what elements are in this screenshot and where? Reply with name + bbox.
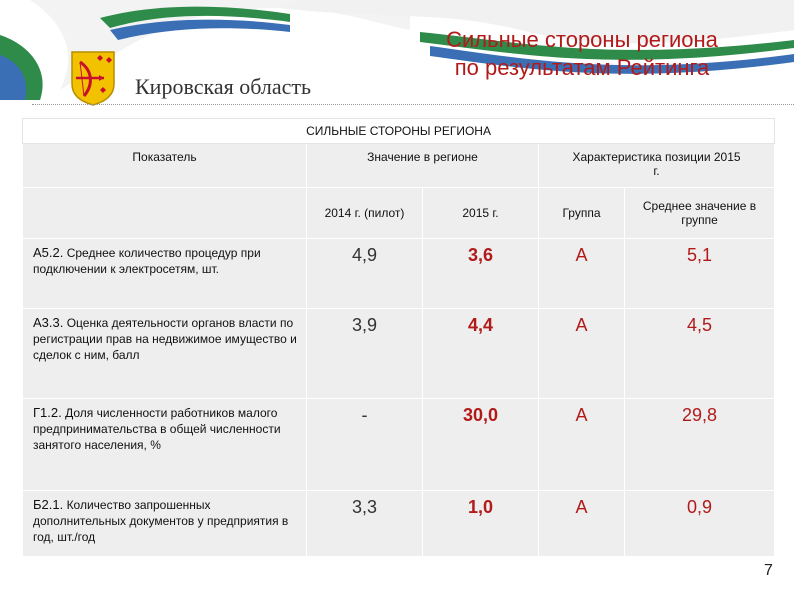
- header-indicator: Показатель: [23, 144, 307, 188]
- indicator-cell: [23, 491, 307, 557]
- value-2014: -: [307, 399, 423, 491]
- table-caption: СИЛЬНЫЕ СТОРОНЫ РЕГИОНА: [23, 119, 775, 144]
- header-group-average: [625, 188, 775, 239]
- group-average-value: 29,8: [625, 399, 775, 491]
- header-group: Группа: [539, 188, 625, 239]
- page-number: 7: [764, 562, 773, 579]
- table-row: [23, 399, 775, 491]
- header-2014: 2014 г. (пилот): [307, 188, 423, 239]
- region-name: Кировская область: [135, 74, 312, 99]
- group-average-value: 0,9: [625, 491, 775, 557]
- indicator-cell: [23, 239, 307, 309]
- header-avg-text: Среднее значение в группе: [642, 199, 757, 227]
- coat-of-arms-icon: [70, 50, 116, 106]
- value-2015: 30,0: [423, 399, 539, 491]
- value-2014: 3,9: [307, 309, 423, 399]
- header-value-group: Значение в регионе: [307, 144, 539, 188]
- value-2014: 4,9: [307, 239, 423, 309]
- indicator-code: А3.3.: [33, 315, 64, 330]
- header-blank-cell: [23, 188, 307, 239]
- indicator-cell: [23, 309, 307, 399]
- indicator-code: Б2.1.: [33, 497, 64, 512]
- indicator-text: Доля численности работников малого предпринимательства в общей численности занятого населения, %: [33, 406, 281, 452]
- indicator-text: Среднее количество процедур при подключении к электросетям, шт.: [33, 246, 261, 276]
- value-2015: 4,4: [423, 309, 539, 399]
- indicator-cell: [23, 399, 307, 491]
- table-row: [23, 491, 775, 557]
- group-value: А: [539, 399, 625, 491]
- slide-title: [400, 26, 764, 82]
- value-2015: 3,6: [423, 239, 539, 309]
- slide-title-line1: Сильные стороны региона: [446, 27, 718, 52]
- table-row: [23, 309, 775, 399]
- title-divider: [32, 104, 794, 105]
- value-2015: 1,0: [423, 491, 539, 557]
- group-value: А: [539, 309, 625, 399]
- value-2014: 3,3: [307, 491, 423, 557]
- strengths-table: [22, 118, 774, 557]
- header-position-group: [539, 144, 775, 188]
- slide-title-line2: по результатам Рейтинга: [454, 55, 710, 80]
- group-average-value: 5,1: [625, 239, 775, 309]
- indicator-text: Количество запрошенных дополнительных документов у предприятия в год, шт./год: [33, 498, 289, 544]
- group-value: А: [539, 491, 625, 557]
- group-value: А: [539, 239, 625, 309]
- indicator-code: Г1.2.: [33, 405, 62, 420]
- table-row: [23, 239, 775, 309]
- indicator-code: А5.2.: [33, 245, 64, 260]
- group-average-value: 4,5: [625, 309, 775, 399]
- header-2015: 2015 г.: [423, 188, 539, 239]
- header-position-text: Характеристика позиции 2015 г.: [572, 150, 741, 178]
- indicator-text: Оценка деятельности органов власти по регистрации прав на недвижимое имущество и сделок с ним, балл: [33, 316, 297, 362]
